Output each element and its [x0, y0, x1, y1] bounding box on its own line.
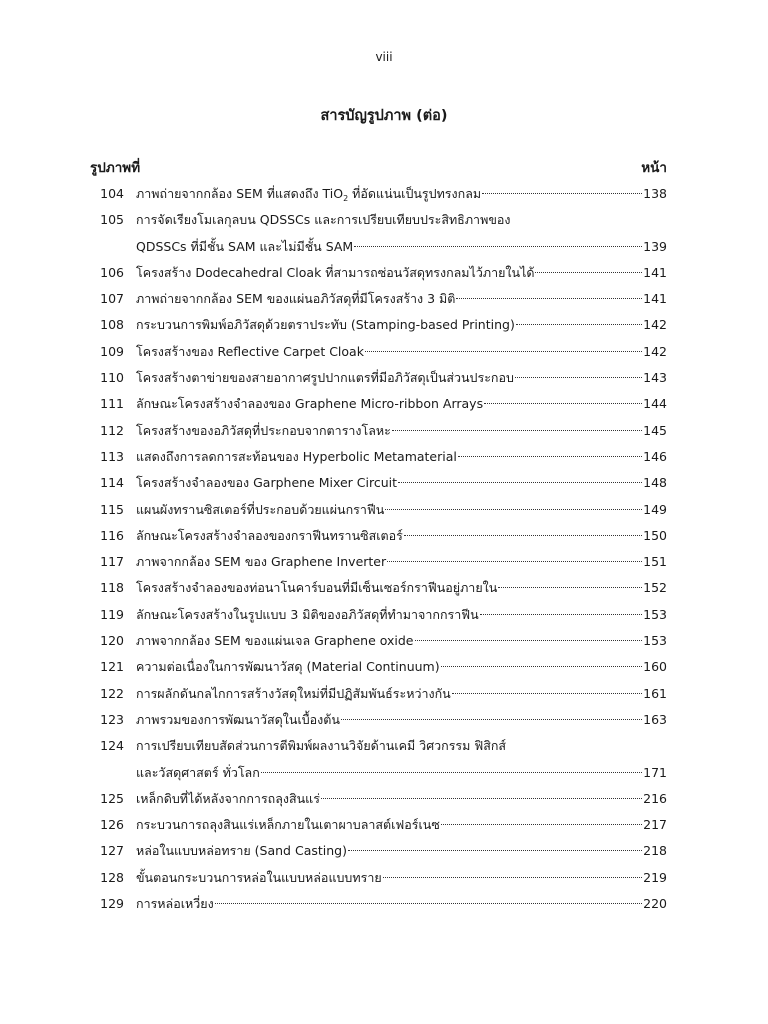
list-item	[0, 786, 768, 812]
figure-caption	[136, 549, 386, 575]
list-item	[0, 549, 768, 575]
list-item	[0, 602, 768, 628]
figure-caption	[136, 707, 340, 733]
page-ref: 216	[643, 790, 667, 806]
caption-text: โครงสร้าง Dodecahedral Cloak ที่สามารถซ่อนวัสดุทรงกลมไว้ภายในได้	[136, 264, 535, 280]
figure-caption	[136, 418, 391, 444]
figure-caption-line	[136, 470, 667, 496]
figure-caption-line	[136, 891, 667, 917]
dot-leader	[441, 814, 642, 825]
figure-number: 120	[100, 633, 124, 649]
figure-caption-line	[136, 418, 667, 444]
caption-text: และวัสดุศาสตร์ ทั่วโลก	[136, 764, 260, 780]
figure-caption-line	[136, 444, 667, 470]
figure-caption-line	[136, 760, 667, 786]
dot-leader	[261, 762, 642, 773]
figure-number: 129	[100, 896, 124, 912]
caption-text: การผลักดันกลไกการสร้างวัสดุใหม่ที่มีปฏิสัมพันธ์ระหว่างกัน	[136, 685, 451, 701]
list-item	[0, 707, 768, 733]
caption-text: แผนผังทรานซิสเตอร์ที่ประกอบด้วยแผ่นกราฟีน	[136, 501, 385, 517]
dot-leader	[365, 341, 642, 352]
figure-caption	[136, 654, 440, 680]
page-ref: 146	[643, 448, 667, 464]
figure-number: 110	[100, 370, 124, 386]
dot-leader	[385, 499, 642, 510]
figure-number: 126	[100, 817, 124, 833]
figure-caption-line	[136, 812, 667, 838]
figure-caption-line	[136, 260, 667, 286]
caption-text: โครงสร้างจำลองของ Garphene Mixer Circuit	[136, 475, 398, 491]
dot-leader	[387, 551, 642, 562]
dot-leader	[458, 446, 642, 457]
caption-text: ภาพถ่ายจากกล้อง SEM ของแผ่นอภิวัสดุที่มีโครงสร้าง 3 มิติ	[136, 291, 456, 307]
caption-text: โครงสร้างของอภิวัสดุที่ประกอบจากตารางโลหะ	[136, 422, 391, 438]
list-item	[0, 444, 768, 470]
list-item	[0, 812, 768, 838]
dot-leader	[415, 630, 643, 641]
list-item	[0, 312, 768, 338]
figure-caption-line	[136, 838, 667, 864]
page-ref: 220	[643, 896, 667, 912]
list-item	[0, 628, 768, 654]
page-ref: 217	[643, 817, 667, 833]
dot-leader	[341, 709, 642, 720]
caption-text: ภาพถ่ายจากกล้อง SEM ที่แสดงถึง TiO	[136, 186, 344, 201]
figure-caption	[136, 602, 479, 628]
caption-text: การเปรียบเทียบสัดส่วนการตีพิมพ์ผลงานวิจัยด้านเคมี วิศวกรรม ฟิสิกส์	[136, 738, 507, 754]
figure-caption	[136, 391, 483, 417]
page-ref: 219	[643, 869, 667, 885]
caption-subscript: 2	[343, 194, 349, 203]
figure-number: 117	[100, 554, 124, 570]
dot-leader	[215, 893, 642, 904]
figure-number: 115	[100, 501, 124, 517]
page-ref: 218	[643, 843, 667, 859]
page-ref: 141	[643, 291, 667, 307]
list-item	[0, 181, 768, 207]
caption-text-continued: ที่อัดแน่นเป็นรูปทรงกลม	[348, 186, 482, 201]
dot-leader	[321, 788, 642, 799]
caption-text: QDSSCs ที่มีชั้น SAM และไม่มีชั้น SAM	[136, 238, 354, 254]
page-ref: 153	[643, 606, 667, 622]
list-item	[0, 760, 768, 786]
caption-text: โครงสร้างของ Reflective Carpet Cloak	[136, 343, 364, 359]
list-item	[0, 575, 768, 601]
caption-text: ลักษณะโครงสร้างจำลองของ Graphene Micro-ribbon Arrays	[136, 396, 484, 412]
figure-number: 122	[100, 685, 124, 701]
figure-caption	[136, 786, 320, 812]
page-ref: 152	[643, 580, 667, 596]
figure-number: 106	[100, 264, 124, 280]
caption-text: แสดงถึงการลดการสะท้อนของ Hyperbolic Metamaterial	[136, 448, 457, 464]
page-ref: 150	[643, 527, 667, 543]
figure-number: 124	[100, 738, 124, 754]
figure-caption-line	[136, 207, 667, 233]
figure-caption	[136, 891, 214, 917]
caption-text: หล่อในแบบหล่อทราย (Sand Casting)	[136, 843, 347, 859]
figure-caption	[136, 365, 514, 391]
figure-number: 114	[100, 475, 124, 491]
caption-text: ลักษณะโครงสร้างจำลองของกราฟีนทรานซิสเตอร์	[136, 527, 403, 543]
page-ref: 142	[643, 317, 667, 333]
figure-number: 127	[100, 843, 124, 859]
figure-number: 116	[100, 527, 124, 543]
list-item	[0, 891, 768, 917]
figure-caption	[136, 628, 414, 654]
figure-caption	[136, 575, 497, 601]
figure-caption-line	[136, 181, 667, 207]
figure-caption-line	[136, 339, 667, 365]
figure-number: 105	[100, 212, 124, 228]
figure-caption	[136, 865, 382, 891]
page-ref: 163	[643, 711, 667, 727]
figure-caption	[136, 838, 347, 864]
dot-leader	[482, 183, 642, 194]
figure-caption	[136, 207, 510, 233]
figure-caption-line	[136, 234, 667, 260]
caption-text: การจัดเรียงโมเลกุลบน QDSSCs และการเปรียบเทียบประสิทธิภาพของ	[136, 212, 511, 228]
dot-leader	[392, 420, 642, 431]
dot-leader	[484, 393, 642, 404]
figure-caption-line	[136, 681, 667, 707]
figure-caption	[136, 497, 384, 523]
figure-caption-line	[136, 733, 667, 759]
dot-leader	[456, 288, 642, 299]
figure-caption-line	[136, 654, 667, 680]
figure-caption	[136, 286, 455, 312]
list-item	[0, 418, 768, 444]
figure-number: 111	[100, 396, 124, 412]
figure-caption-line	[136, 628, 667, 654]
caption-text: โครงสร้างจำลองของท่อนาโนคาร์บอนที่มีเซ็นเซอร์กราฟีนอยู่ภายใน	[136, 580, 498, 596]
figure-number: 128	[100, 869, 124, 885]
page-ref: 145	[643, 422, 667, 438]
figure-number: 104	[100, 186, 124, 201]
list-item	[0, 838, 768, 864]
figure-number: 123	[100, 711, 124, 727]
figure-caption	[136, 339, 364, 365]
caption-text: ภาพจากกล้อง SEM ของ Graphene Inverter	[136, 554, 387, 570]
page-ref: 148	[643, 475, 667, 491]
figure-caption	[136, 234, 353, 260]
list-item	[0, 365, 768, 391]
figure-caption	[136, 470, 397, 496]
figure-caption	[136, 260, 534, 286]
figure-caption	[136, 181, 481, 207]
page-ref: 142	[643, 343, 667, 359]
figure-caption	[136, 444, 457, 470]
dot-leader	[452, 683, 642, 694]
figure-column-header: รูปภาพที่	[90, 160, 141, 176]
figure-caption-line	[136, 391, 667, 417]
figure-caption-line	[136, 365, 667, 391]
list-item	[0, 470, 768, 496]
dot-leader	[498, 577, 642, 588]
figure-number: 108	[100, 317, 124, 333]
page-ref: 171	[643, 764, 667, 780]
page-ref: 153	[643, 633, 667, 649]
figure-list	[0, 181, 768, 917]
caption-text: กระบวนการพิมพ์อภิวัสดุด้วยตราประทับ (Stamping-based Printing)	[136, 317, 515, 333]
figure-caption	[136, 760, 260, 786]
caption-text: ภาพรวมของการพัฒนาวัสดุในเบื้องต้น	[136, 711, 340, 727]
dot-leader	[398, 472, 642, 483]
figure-caption-line	[136, 523, 667, 549]
figure-number: 125	[100, 790, 124, 806]
figure-caption-line	[136, 549, 667, 575]
figure-caption-line	[136, 575, 667, 601]
list-item	[0, 497, 768, 523]
page-ref: 144	[643, 396, 667, 412]
figure-caption-line	[136, 707, 667, 733]
figure-number: 121	[100, 659, 124, 675]
figure-caption	[136, 733, 506, 759]
figure-number: 113	[100, 448, 124, 464]
figure-number: 109	[100, 343, 124, 359]
figure-caption-line	[136, 497, 667, 523]
page-ref: 151	[643, 554, 667, 570]
page-ref: 149	[643, 501, 667, 517]
figure-caption	[136, 681, 451, 707]
dot-leader	[515, 367, 642, 378]
list-item	[0, 865, 768, 891]
page-ref: 161	[643, 685, 667, 701]
figure-number: 119	[100, 606, 124, 622]
caption-text: การหล่อเหวี่ยง	[136, 896, 214, 912]
list-item	[0, 681, 768, 707]
dot-leader	[441, 656, 643, 667]
dot-leader	[535, 262, 642, 273]
caption-text: ขั้นตอนกระบวนการหล่อในแบบหล่อแบบทราย	[136, 869, 382, 885]
page-ref: 141	[643, 264, 667, 280]
list-item	[0, 286, 768, 312]
caption-text: กระบวนการถลุงสินแร่เหล็กภายในเตาผาบลาสต์เฟอร์เนซ	[136, 817, 440, 833]
page-ref: 138	[643, 186, 667, 201]
dot-leader	[354, 236, 642, 247]
page-column-header: หน้า	[641, 160, 667, 176]
caption-text: ภาพจากกล้อง SEM ของแผ่นเจล Graphene oxide	[136, 633, 414, 649]
figure-caption	[136, 812, 440, 838]
column-header	[90, 156, 667, 178]
figure-caption	[136, 523, 403, 549]
figure-caption	[136, 312, 515, 338]
list-item	[0, 260, 768, 286]
page-ref: 143	[643, 370, 667, 386]
dot-leader	[516, 314, 642, 325]
dot-leader	[404, 525, 642, 536]
list-item	[0, 654, 768, 680]
page-ref: 139	[643, 238, 667, 254]
list-item	[0, 391, 768, 417]
list-item	[0, 207, 768, 233]
figure-caption-line	[136, 286, 667, 312]
list-item	[0, 523, 768, 549]
figure-caption-line	[136, 865, 667, 891]
caption-text: ลักษณะโครงสร้างในรูปแบบ 3 มิติของอภิวัสดุที่ทำมาจากกราฟีน	[136, 606, 479, 622]
caption-text: ความต่อเนื่องในการพัฒนาวัสดุ (Material Continuum)	[136, 659, 440, 675]
list-item	[0, 339, 768, 365]
dot-leader	[480, 604, 642, 615]
figure-number: 118	[100, 580, 124, 596]
page-ref: 160	[643, 659, 667, 675]
figure-caption-line	[136, 786, 667, 812]
dot-leader	[383, 867, 642, 878]
list-item	[0, 733, 768, 759]
figure-number: 107	[100, 291, 124, 307]
caption-text: เหล็กดิบที่ได้หลังจากการถลุงสินแร่	[136, 790, 320, 806]
figure-caption-line	[136, 312, 667, 338]
page-number: viii	[375, 50, 393, 64]
dot-leader	[348, 840, 642, 851]
figure-caption-line	[136, 602, 667, 628]
caption-text: โครงสร้างตาข่ายของสายอากาศรูปปากแตรที่มีอภิวัสดุเป็นส่วนประกอบ	[136, 370, 514, 386]
page-title: สารบัญรูปภาพ (ต่อ)	[320, 108, 448, 124]
figure-number: 112	[100, 422, 124, 438]
list-item	[0, 234, 768, 260]
